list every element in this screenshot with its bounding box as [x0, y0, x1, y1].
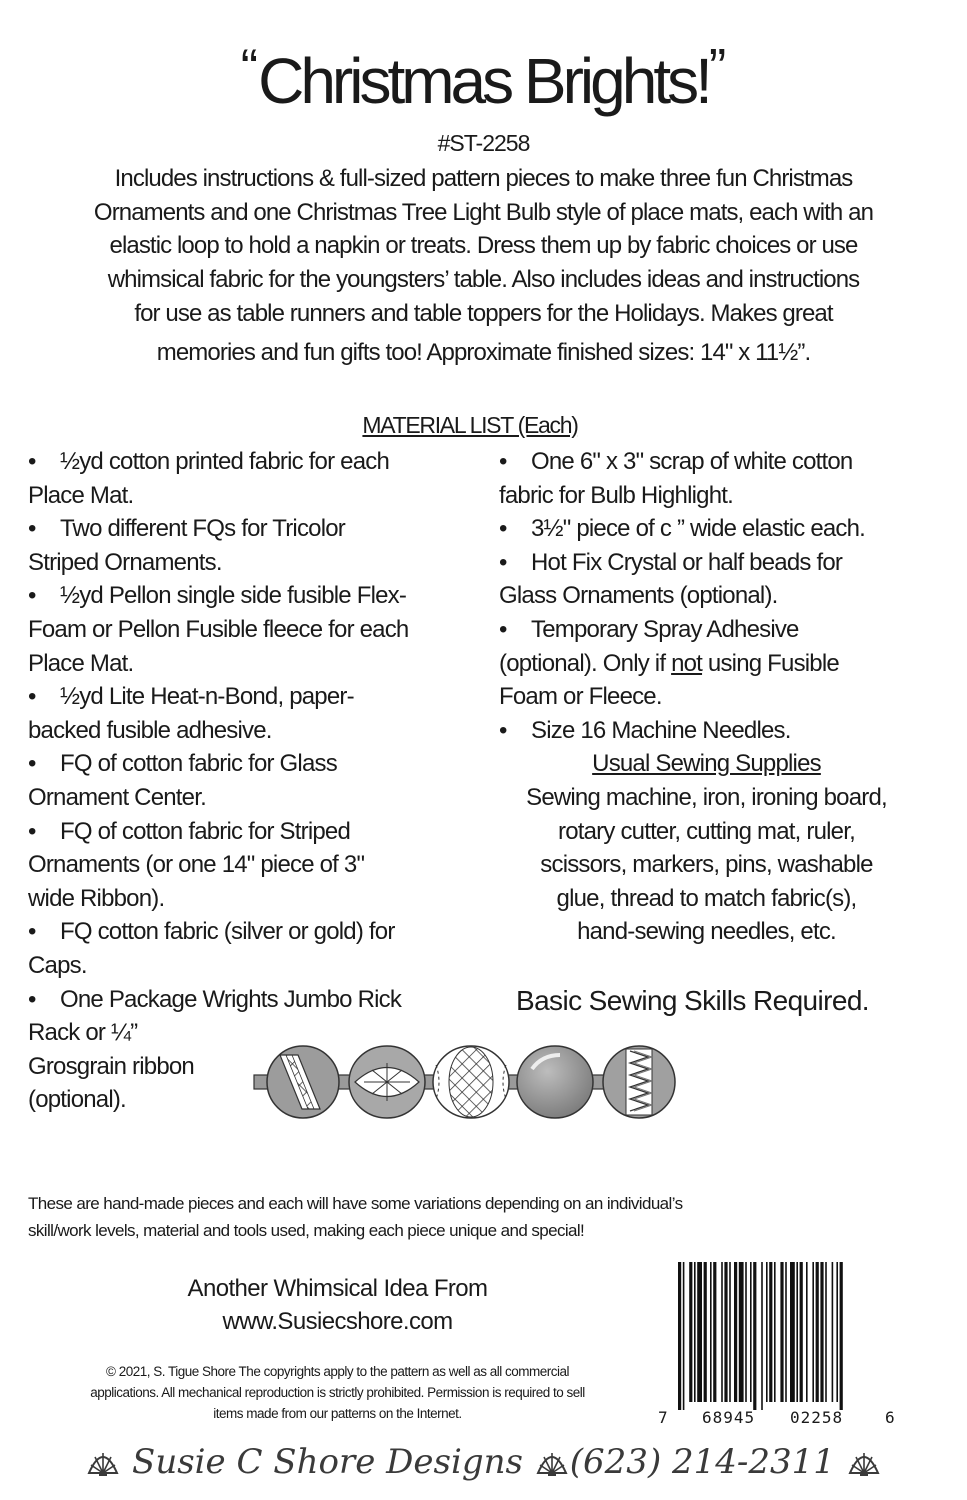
barcode-bar: [704, 1262, 707, 1402]
material-text: Hot Fix Crystal or half beads for: [531, 548, 843, 576]
barcode-bar: [729, 1262, 731, 1402]
intro-line: elastic loop to hold a napkin or treats. Dress them up by fabric choices or use: [109, 232, 858, 260]
bullet: •: [28, 817, 36, 845]
barcode-bar: [724, 1262, 727, 1402]
materials-left-column: [28, 445, 478, 1117]
bullet: •: [28, 448, 36, 475]
bullet: •: [28, 750, 36, 778]
barcode-bar: [820, 1262, 823, 1402]
barcode-bar: [739, 1262, 744, 1402]
not-emphasis: not: [671, 649, 703, 677]
material-text: 3½" piece of c ” wide elastic each.: [531, 515, 866, 543]
material-text: fabric for Bulb Highlight.: [499, 481, 733, 509]
copyright-line: © 2021, S. Tigue Shore The copyrights apply to the pattern as well as all commercial: [106, 1364, 569, 1379]
bullet: •: [499, 515, 507, 543]
copyright-line: applications. All mechanical reproduction is strictly prohibited. Permission is required to sell: [90, 1385, 585, 1400]
bullet: •: [28, 985, 36, 1013]
material-line: [499, 546, 919, 580]
crosshatch-ornament-icon: [433, 1046, 509, 1118]
material-line: [499, 512, 919, 546]
sewing-supplies-list: [499, 781, 914, 949]
barcode-bar: [697, 1262, 702, 1402]
barcode-bar: [825, 1262, 827, 1402]
handmade-note: [28, 1191, 948, 1244]
sewing-supplies-heading: Usual Sewing Supplies: [592, 750, 821, 778]
barcode-bar: [713, 1262, 716, 1402]
material-text: ½yd Lite Heat-n-Bond, paper-: [60, 683, 354, 711]
material-line: (optional). Only if not using Fusible: [499, 649, 839, 677]
copyright-line: items made from our patterns on the Internet.: [213, 1406, 462, 1421]
material-line: [28, 747, 478, 781]
material-text: Striped Ornaments.: [28, 548, 222, 576]
shell-icon: [846, 1446, 882, 1486]
pattern-title: [0, 39, 967, 117]
upc-barcode: [672, 1262, 897, 1410]
material-text: FQ cotton fabric (silver or gold) for: [60, 918, 395, 946]
website-link[interactable]: www.Susiecshore.com: [222, 1308, 453, 1335]
material-text: Caps.: [28, 951, 87, 979]
barcode-bar: [745, 1262, 747, 1402]
star-ornament-icon: [349, 1046, 425, 1118]
material-line: [28, 479, 478, 513]
barcode-bar: [753, 1262, 756, 1410]
intro-line: Ornaments and one Christmas Tree Light Bulb style of place mats, each with an: [93, 198, 874, 226]
barcode-group-1: 68945: [702, 1408, 756, 1427]
material-text: Foam or Pellon Fusible fleece for each: [28, 615, 409, 643]
barcode-bar: [785, 1262, 787, 1402]
material-text: Ornament Center.: [28, 783, 206, 811]
barcode-bar: [721, 1262, 723, 1402]
material-line: [499, 579, 919, 613]
copyright-notice: [30, 1361, 645, 1424]
intro-paragraph: [30, 162, 937, 369]
note-line: skill/work levels, material and tools used, making each piece unique and special!: [28, 1220, 585, 1240]
glass-ornament-icon: [517, 1046, 593, 1118]
intro-line: Includes instructions & full-sized pattern pieces to make three fun Christmas: [114, 165, 853, 192]
barcode-bar: [694, 1262, 696, 1402]
barcode-bar: [832, 1262, 834, 1402]
title-text: Christmas Brights!: [258, 45, 709, 117]
material-text: ½yd cotton printed fabric for each: [60, 448, 390, 475]
barcode-digit-left: 7: [658, 1408, 669, 1427]
material-line: [28, 680, 478, 714]
bullet: •: [28, 582, 36, 610]
material-line: [28, 613, 478, 647]
barcode-bar: [769, 1262, 772, 1402]
materials-right-list: [499, 445, 919, 647]
material-text: FQ of cotton fabric for Striped: [60, 817, 351, 845]
material-line: [499, 445, 919, 479]
barcode-bar: [836, 1262, 838, 1402]
intro-line: for use as table runners and table toppers for the Holidays. Makes great: [134, 299, 833, 327]
skills-required: Basic Sewing Skills Required.: [516, 985, 869, 1016]
striped-ornament-icon: [267, 1046, 339, 1118]
bullet: •: [28, 918, 36, 946]
bullet: •: [28, 683, 36, 711]
material-line: [28, 714, 478, 748]
material-line: [28, 983, 478, 1017]
open-quote: “: [240, 39, 259, 97]
supplies-line: Sewing machine, iron, ironing board,: [526, 783, 887, 811]
footer-signature: [0, 1442, 967, 1486]
material-line: [28, 949, 478, 983]
material-text: backed fusible adhesive.: [28, 716, 272, 744]
bullet: •: [28, 515, 36, 543]
material-text: Glass Ornaments (optional).: [499, 582, 778, 610]
material-text: Rack or ¼”: [28, 1019, 138, 1047]
barcode-bar: [800, 1262, 803, 1402]
barcode-bar: [840, 1262, 843, 1410]
material-line: [28, 512, 478, 546]
material-line: [28, 579, 478, 613]
barcode-group-2: 02258: [790, 1408, 844, 1427]
barcode-bar: [689, 1262, 692, 1402]
barcode-bar: [710, 1262, 712, 1402]
material-text: Two different FQs for Tricolor: [60, 515, 345, 543]
barcode-bar: [683, 1262, 685, 1410]
ornament-placemats-illustration: [250, 1035, 680, 1135]
barcode-bar: [806, 1262, 808, 1402]
barcode-digit-right: 6: [885, 1408, 896, 1427]
material-line: [28, 848, 478, 882]
material-line: [28, 781, 478, 815]
intro-line: whimsical fabric for the youngsters’ table. Also includes ideas and instructions: [107, 266, 860, 294]
bullet: •: [499, 716, 507, 744]
material-text: FQ of cotton fabric for Glass: [60, 750, 337, 778]
material-text: ½yd Pellon single side fusible Flex-: [60, 582, 407, 610]
material-line: Foam or Fleece.: [499, 683, 662, 711]
barcode-bar: [678, 1262, 681, 1410]
materials-right-column: [499, 445, 919, 949]
barcode-bar: [790, 1262, 795, 1402]
material-text: Grosgrain ribbon: [28, 1052, 194, 1080]
material-line: [28, 915, 478, 949]
close-quote: ”: [708, 39, 727, 97]
material-text: Place Mat.: [28, 481, 134, 509]
material-line: [28, 882, 478, 916]
barcode-bar: [734, 1262, 737, 1402]
shell-icon: [85, 1446, 121, 1486]
material-list-heading: MATERIAL LIST (Each): [362, 412, 578, 438]
barcode-bar: [796, 1262, 798, 1402]
material-text: One Package Wrights Jumbo Rick: [60, 985, 402, 1013]
bullet: •: [499, 615, 507, 643]
material-line: • Size 16 Machine Needles.: [499, 714, 919, 748]
material-line: [28, 647, 478, 681]
company-name: Susie C Shore Designs: [132, 1442, 523, 1482]
barcode-bar: [761, 1262, 763, 1410]
material-line: [28, 546, 478, 580]
barcode-bar: [766, 1262, 768, 1402]
material-line: [499, 613, 919, 647]
intro-line: memories and fun gifts too! Approximate finished sizes: 14" x 11½”.: [156, 338, 811, 366]
material-text: Temporary Spray Adhesive: [531, 615, 799, 643]
barcode-bar: [780, 1262, 783, 1402]
rickrack-ornament-icon: [603, 1046, 675, 1118]
shell-icon: [534, 1446, 570, 1486]
material-line: [28, 445, 478, 479]
material-text: Ornaments (or one 14" piece of 3": [28, 851, 365, 879]
supplies-line: scissors, markers, pins, washable: [540, 851, 873, 879]
material-line: [28, 815, 478, 849]
material-text: (optional).: [28, 1086, 126, 1114]
material-text: Place Mat.: [28, 649, 134, 677]
barcode-bar: [774, 1262, 776, 1402]
supplies-line: rotary cutter, cutting mat, ruler,: [558, 817, 855, 845]
pattern-code: #ST-2258: [437, 130, 530, 156]
supplies-line: hand-sewing needles, etc.: [577, 918, 836, 946]
note-line: These are hand-made pieces and each will have some variations depending on an individual’s: [28, 1194, 683, 1213]
barcode-bar: [816, 1262, 819, 1402]
barcode-bar: [812, 1262, 814, 1402]
whimsical-line: Another Whimsical Idea From: [187, 1275, 488, 1302]
barcode-bar: [750, 1262, 752, 1402]
whimsical-credit: [120, 1272, 555, 1338]
material-line: [499, 479, 919, 513]
supplies-line: glue, thread to match fabric(s),: [556, 884, 857, 912]
material-text: wide Ribbon).: [28, 884, 165, 912]
phone-number: (623) 214-2311: [569, 1442, 835, 1482]
bullet: •: [499, 548, 507, 576]
material-text: One 6" x 3" scrap of white cotton: [531, 448, 853, 475]
bullet: •: [499, 448, 507, 475]
